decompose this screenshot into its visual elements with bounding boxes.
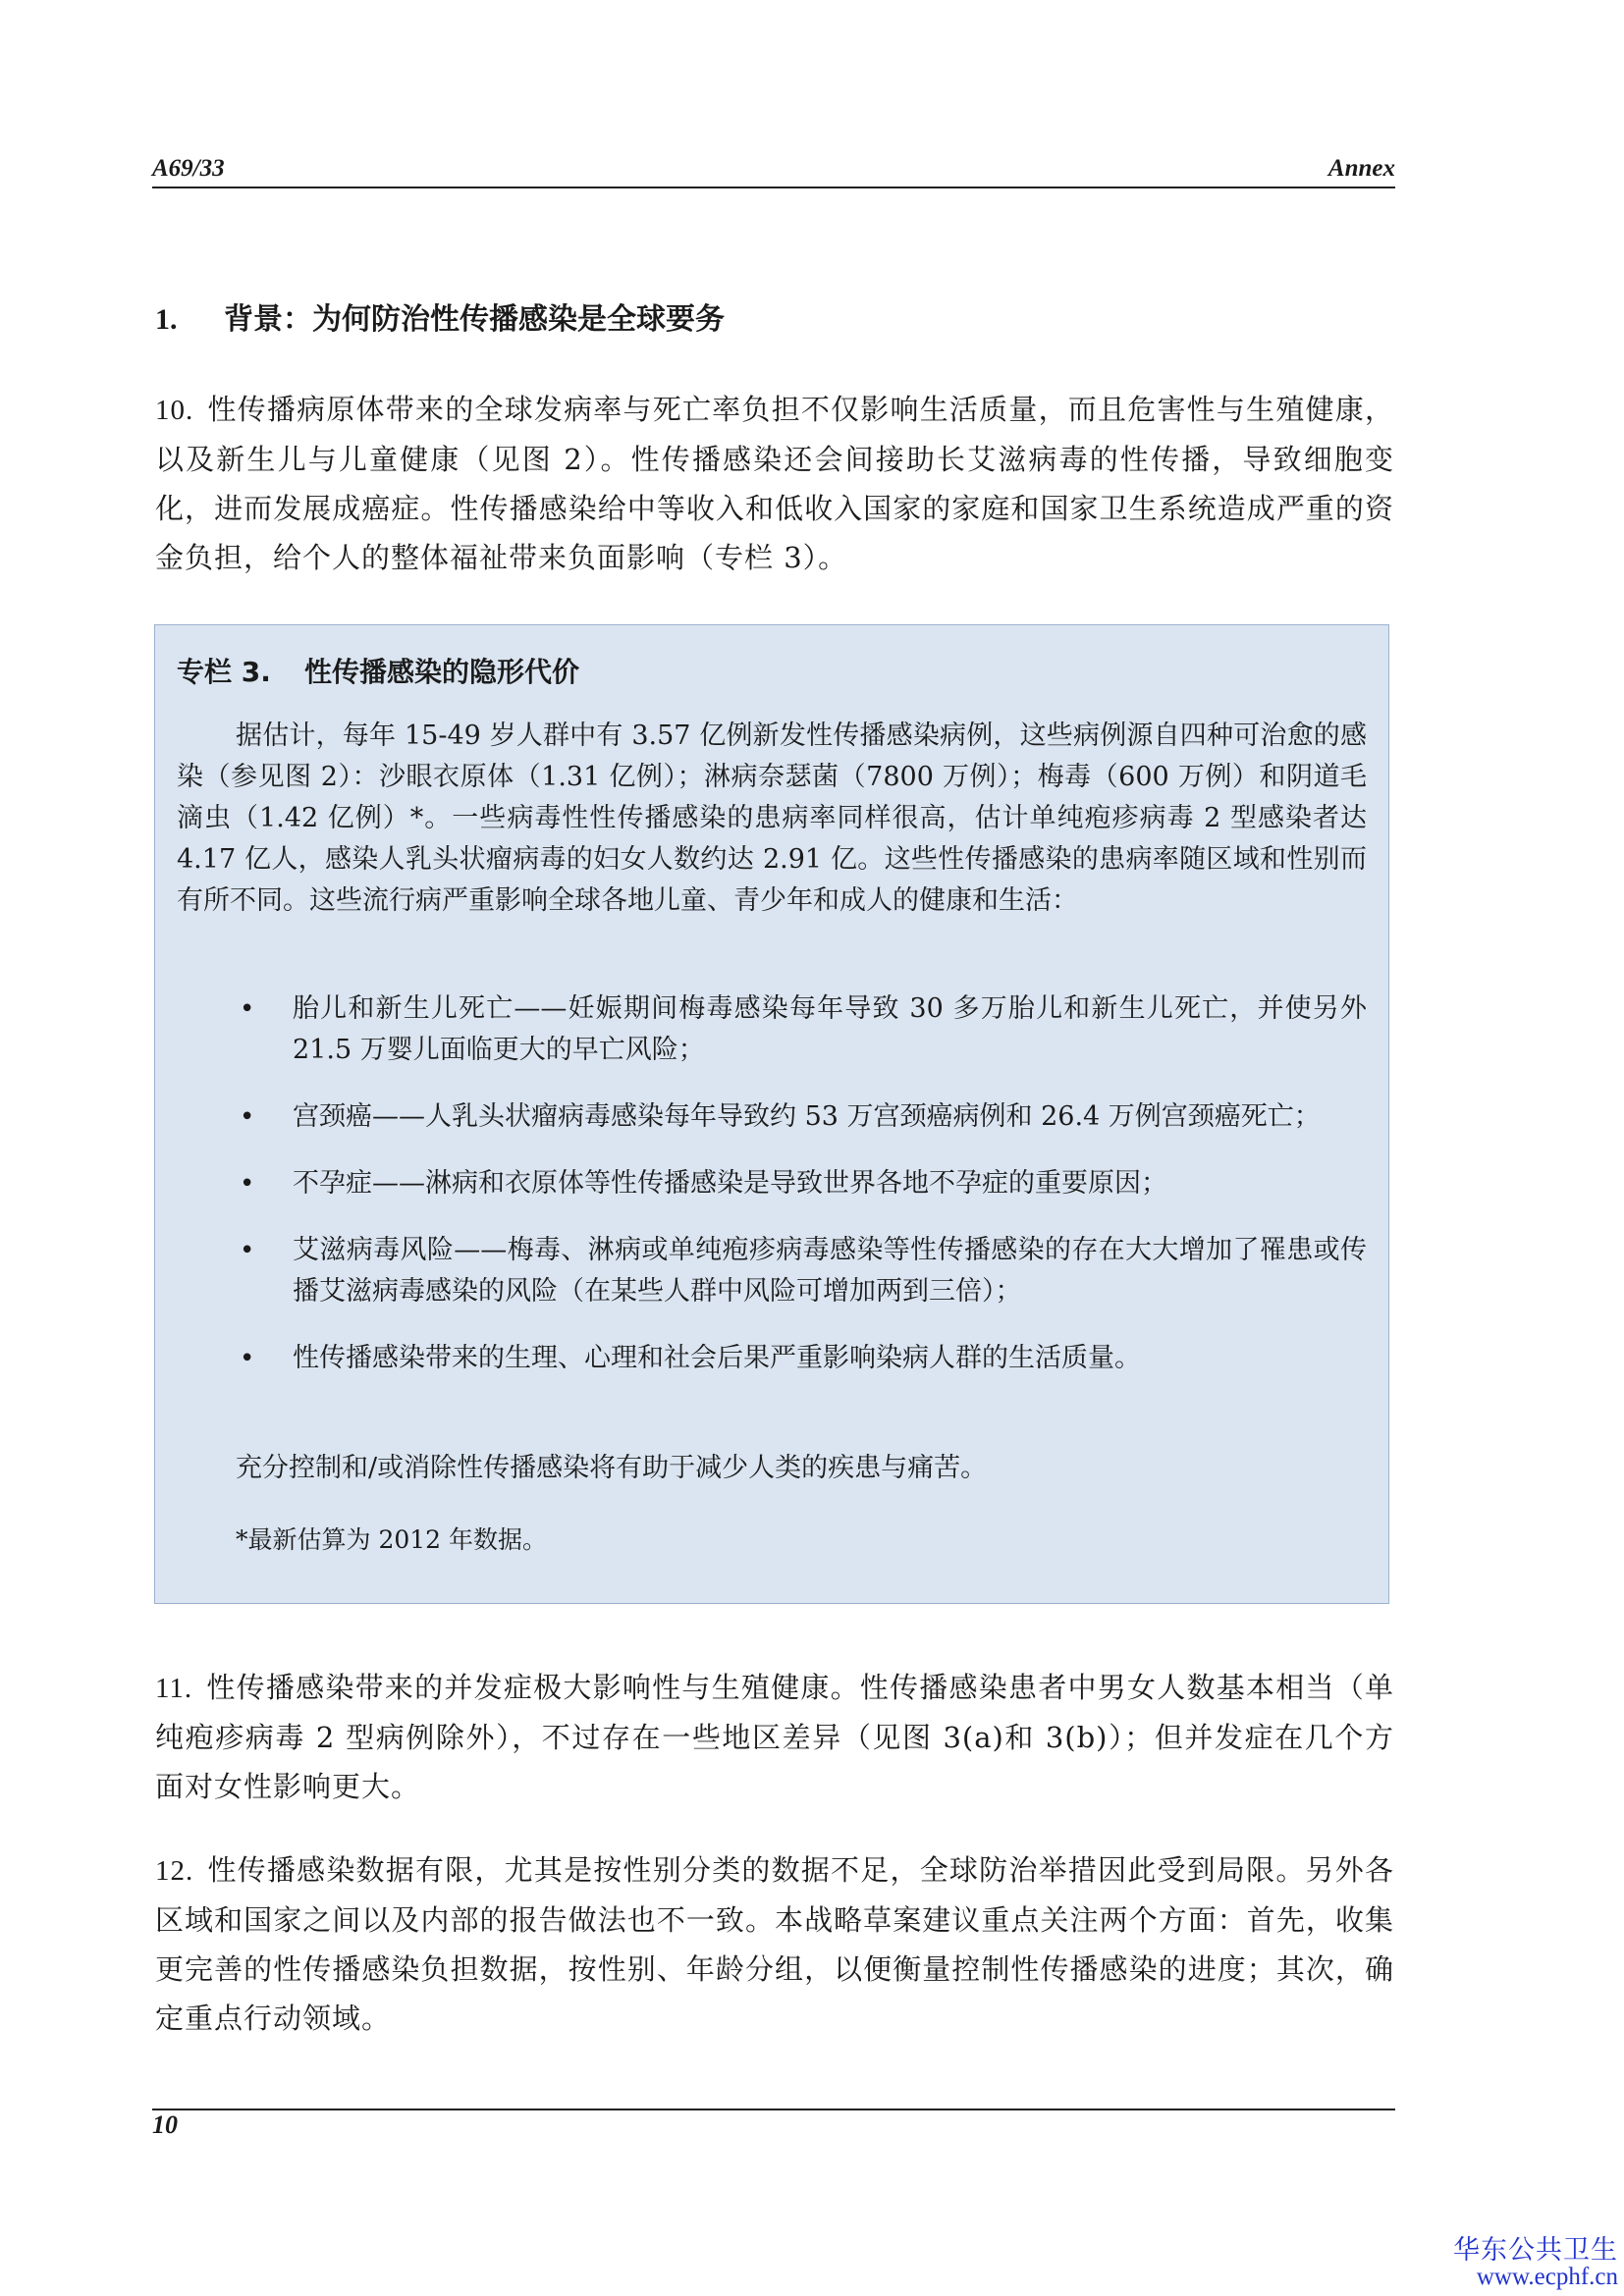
page-header <box>152 155 1395 188</box>
watermark-url: www.ecphf.cn <box>1476 2264 1618 2290</box>
paragraph-text: 性传播感染带来的并发症极大影响性与生殖健康。性传播感染患者中男女人数基本相当（单纯疱疹病毒 2 型病例除外），不过存在一些地区差异（见图 3(a)和 3(b)）；但并发症在几个方面对女性影响更大。 <box>155 1671 1394 1803</box>
box-heading <box>177 651 579 690</box>
section-number: 1. <box>155 303 178 336</box>
paragraph-number: 12. <box>155 1855 194 1887</box>
bullet-item: • 性传播感染带来的生理、心理和社会后果严重影响染病人群的生活质量。 <box>177 1338 1367 1379</box>
box-title: 性传播感染的隐形代价 <box>304 656 580 688</box>
footer-rule <box>152 2109 1395 2110</box>
paragraph-11 <box>155 1663 1394 1811</box>
box-conclusion: 充分控制和/或消除性传播感染将有助于减少人类的疾患与痛苦。 <box>236 1453 988 1483</box>
box-bullet-list <box>177 988 1367 1405</box>
box-footnote: *最新估算为 2012 年数据。 <box>236 1525 548 1554</box>
box-panel <box>154 624 1389 1604</box>
bullet-item: • 不孕症——淋病和衣原体等性传播感染是导致世界各地不孕症的重要原因； <box>177 1163 1367 1204</box>
watermark-name: 华东公共卫生 <box>1453 2235 1618 2266</box>
section-heading <box>155 294 725 338</box>
section-title: 背景：为何防治性传播感染是全球要务 <box>224 302 725 337</box>
paragraph-12 <box>155 1845 1394 2043</box>
bullet-item: • 宫颈癌——人乳头状瘤病毒感染每年导致约 53 万宫颈癌病例和 26.4 万例宫颈癌死亡； <box>177 1096 1367 1138</box>
paragraph-text: 性传播感染数据有限，尤其是按性别分类的数据不足，全球防治举措因此受到局限。另外各区域和国家之间以及内部的报告做法也不一致。本战略草案建议重点关注两个方面：首先，收集更完善的性传播感染负担数据，按性别、年龄分组，以便衡量控制性传播感染的进度；其次，确定重点行动领域。 <box>155 1853 1394 2035</box>
paragraph-text: 性传播病原体带来的全球发病率与死亡率负担不仅影响生活质量，而且危害性与生殖健康，以及新生儿与儿童健康（见图 2）。性传播感染还会间接助长艾滋病毒的性传播，导致细胞变化，进而发展成癌症。性传播感染给中等收入和低收入国家的家庭和国家卫生系统造成严重的资金负担，给个人的整体福祉带来负面影响（专栏 3）。 <box>155 393 1394 574</box>
box-label: 专栏 3. <box>177 656 271 688</box>
bullet-item: • 艾滋病毒风险——梅毒、淋病或单纯疱疹病毒感染等性传播感染的存在大大增加了罹患或传播艾滋病毒感染的风险（在某些人群中风险可增加两到三倍）； <box>177 1230 1367 1312</box>
paragraph-number: 11. <box>155 1673 193 1704</box>
annex-label: Annex <box>1327 155 1395 182</box>
page-number: 10 <box>152 2110 178 2139</box>
paragraph-number: 10. <box>155 395 194 426</box>
paragraph-10 <box>155 385 1394 582</box>
box-intro-text: 据估计，每年 15-49 岁人群中有 3.57 亿例新发性传播感染病例，这些病例源自四种可治愈的感染（参见图 2）：沙眼衣原体（1.31 亿例）；淋病奈瑟菌（7800 万例）；梅毒（600 万例）和阴道毛滴虫（1.42 亿例）*。一些病毒性性传播感染的患病率同样很高，估计单纯疱疹病毒 2 型感染者达 4.17 亿人，感染人乳头状瘤病毒的妇女人数约达 2.91 亿。这些性传播感染的患病率随区域和性别而有所不同。这些流行病严重影响全球各地儿童、青少年和成人的健康和生活： <box>177 721 1367 916</box>
bullet-item: • 胎儿和新生儿死亡——妊娠期间梅毒感染每年导致 30 多万胎儿和新生儿死亡，并使另外 21.5 万婴儿面临更大的早亡风险； <box>177 988 1367 1071</box>
document-code: A69/33 <box>152 155 225 182</box>
